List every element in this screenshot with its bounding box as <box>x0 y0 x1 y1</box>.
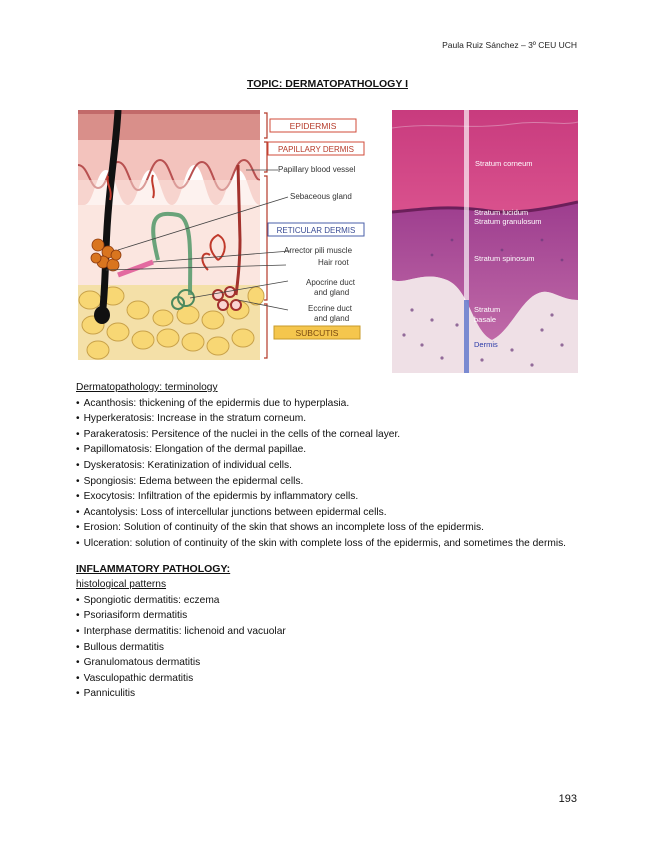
bullet: • <box>76 506 80 518</box>
bullet: • <box>76 413 80 425</box>
list-item-text: Acantolysis: Loss of intercellular junctions between epidermal cells. <box>83 506 387 518</box>
list-item-text: Exocytosis: Infiltration of the epidermis by inflammatory cells. <box>83 491 359 503</box>
list-item <box>76 671 581 687</box>
list-item-text: Bullous dermatitis <box>83 641 164 653</box>
label-hair-root: Hair root <box>318 258 349 267</box>
list-item <box>76 411 581 427</box>
label-basale-1: Stratum <box>474 305 501 314</box>
list-item <box>76 458 581 474</box>
list-item <box>76 655 581 671</box>
list-item <box>76 520 581 536</box>
bullet: • <box>76 397 80 409</box>
label-spinosum: Stratum spinosum <box>474 254 535 263</box>
label-reticular-dermis: RETICULAR DERMIS <box>276 226 356 235</box>
label-eccrine-2: and gland <box>314 314 350 323</box>
bullet: • <box>76 537 80 549</box>
bullet: • <box>76 459 80 471</box>
list-item-text: Spongiotic dermatitis: eczema <box>83 594 220 606</box>
label-papillary-vessel: Papillary blood vessel <box>278 165 356 174</box>
list-item-text: Vasculopathic dermatitis <box>83 672 194 684</box>
label-eccrine-1: Eccrine duct <box>308 304 353 313</box>
skin-diagram <box>78 110 366 360</box>
header-author: Paula Ruiz Sánchez – 3º CEU UCH <box>442 40 577 50</box>
terminology-heading: Dermatopathology: terminology <box>76 382 218 393</box>
bullet: • <box>76 491 80 503</box>
list-item <box>76 474 581 490</box>
list-item-text: Spongiosis: Edema between the epidermal cells. <box>83 475 304 487</box>
list-item-text: Panniculitis <box>83 688 136 700</box>
bullet: • <box>76 444 80 456</box>
inflammatory-heading: INFLAMMATORY PATHOLOGY: <box>76 562 231 575</box>
label-papillary-dermis: PAPILLARY DERMIS <box>277 145 355 154</box>
hair-bulb <box>94 306 110 324</box>
list-item-text: Parakeratosis: Persitence of the nuclei in the cells of the corneal layer. <box>83 428 401 440</box>
bullet: • <box>76 522 80 534</box>
list-item <box>76 593 581 609</box>
label-lucidum: Stratum lucidum <box>474 208 529 217</box>
label-epidermis: EPIDERMIS <box>289 121 337 131</box>
label-apocrine-1: Apocrine duct <box>306 278 355 287</box>
label-basale-2: basale <box>474 315 497 324</box>
list-item <box>76 442 581 458</box>
bullet: • <box>76 428 80 440</box>
bullet: • <box>76 475 80 487</box>
list-item <box>76 624 581 640</box>
inflammatory-list <box>76 593 581 702</box>
label-granulosum: Stratum granulosum <box>474 217 542 226</box>
list-item-text: Interphase dermatitis: lichenoid and vacuolar <box>83 625 286 637</box>
list-item-text: Erosion: Solution of continuity of the skin that shows an incomplete loss of the epidermis. <box>83 522 484 534</box>
bullet: • <box>76 625 80 637</box>
list-item <box>76 640 581 656</box>
inflammatory-subheading: histological patterns <box>76 579 167 591</box>
bullet: • <box>76 672 80 684</box>
label-apocrine-2: and gland <box>314 288 350 297</box>
list-item <box>76 489 581 505</box>
list-item-text: Ulceration: solution of continuity of the skin with complete loss of the epidermis, and sometimes the dermis. <box>83 537 567 549</box>
list-item <box>76 427 581 443</box>
bullet: • <box>76 594 80 606</box>
list-item-text: Papillomatosis: Elongation of the dermal papillae. <box>83 444 307 456</box>
epidermis-layer <box>78 110 260 140</box>
label-corneum: Stratum corneum <box>475 159 533 168</box>
list-item <box>76 505 581 521</box>
list-item-text: Psoriasiform dermatitis <box>83 610 188 622</box>
bullet: • <box>76 641 80 653</box>
page-title: TOPIC: DERMATOPATHOLOGY I <box>246 78 408 90</box>
bullet: • <box>76 610 80 622</box>
list-item-text: Dyskeratosis: Keratinization of individual cells. <box>83 459 292 471</box>
page-number: 193 <box>558 793 577 805</box>
list-item <box>76 396 581 412</box>
bullet: • <box>76 688 80 700</box>
label-dermis: Dermis <box>474 340 498 349</box>
bullet: • <box>76 657 80 669</box>
list-item <box>76 608 581 624</box>
histology-image <box>392 110 578 373</box>
list-item <box>76 536 581 552</box>
list-item <box>76 686 581 702</box>
list-item-text: Hyperkeratosis: Increase in the stratum corneum. <box>83 413 307 425</box>
label-sebaceous: Sebaceous gland <box>290 192 352 201</box>
list-item-text: Acanthosis: thickening of the epidermis due to hyperplasia. <box>83 397 350 409</box>
label-arrector: Arrector pili muscle <box>284 246 353 255</box>
terminology-list <box>76 396 581 552</box>
content <box>76 380 581 702</box>
label-subcutis: SUBCUTIS <box>295 328 339 338</box>
list-item-text: Granulomatous dermatitis <box>83 657 201 669</box>
